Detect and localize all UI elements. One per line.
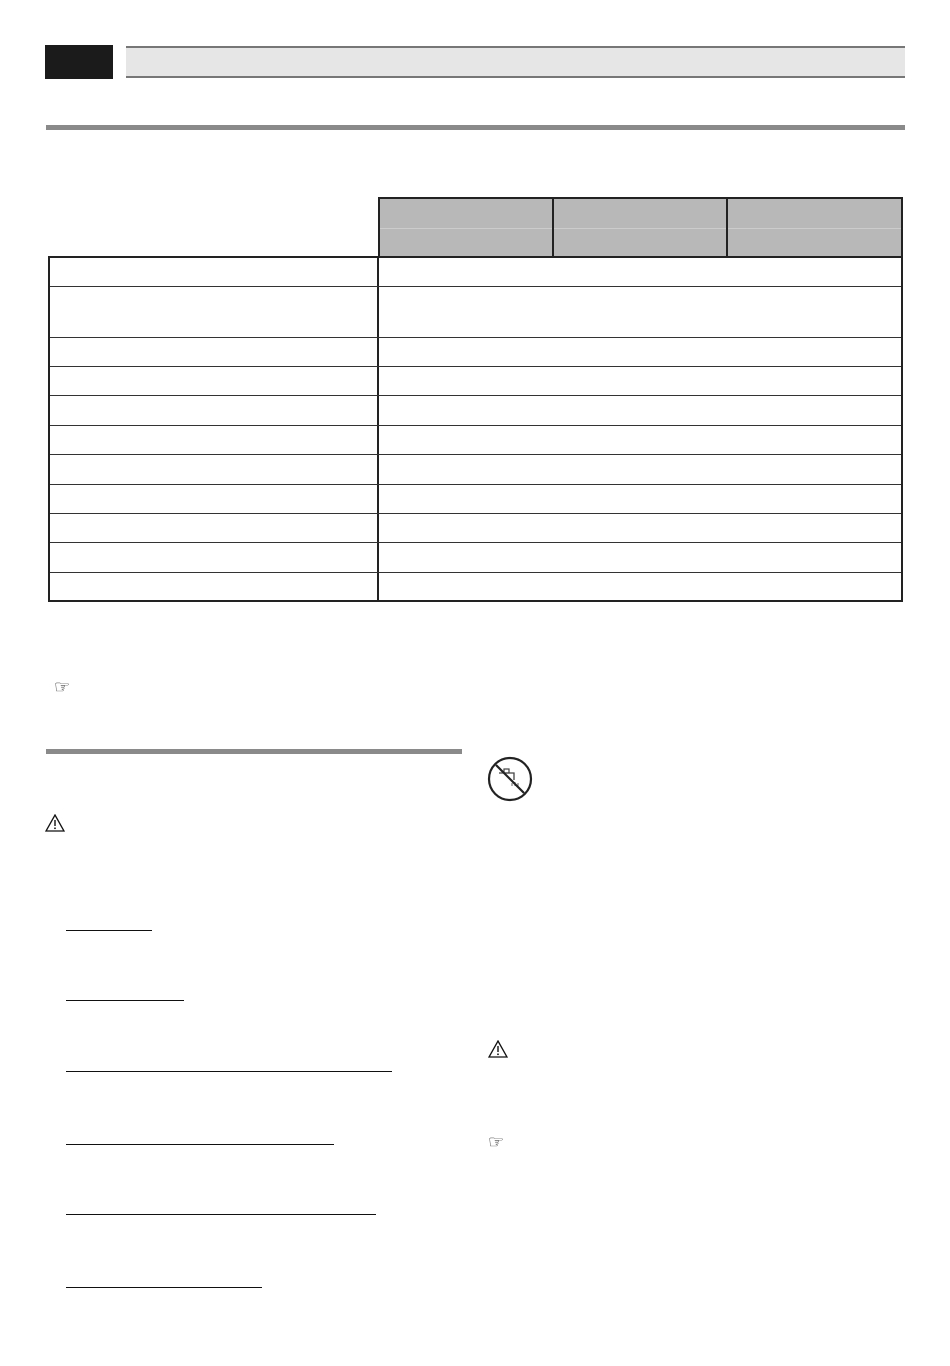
spec-table-column-divider xyxy=(377,256,379,602)
warning-triangle-icon xyxy=(488,1040,508,1058)
list-item-underline xyxy=(66,1000,184,1001)
table-header-col-2 xyxy=(552,197,728,256)
index-pointing-hand-icon: ☞ xyxy=(488,1132,505,1152)
section-divider xyxy=(46,125,905,130)
table-row xyxy=(50,337,901,338)
language-tab xyxy=(45,45,113,79)
list-item-underline xyxy=(66,1071,392,1072)
table-row xyxy=(50,286,901,287)
list-item-underline xyxy=(66,1214,376,1215)
header-divider xyxy=(380,228,552,229)
table-row xyxy=(50,542,901,543)
table-row xyxy=(50,572,901,573)
column-section-divider xyxy=(46,749,462,754)
index-pointing-hand-icon: ☞ xyxy=(54,677,71,697)
table-row xyxy=(50,425,901,426)
table-header-col-1 xyxy=(378,197,554,256)
table-row xyxy=(50,366,901,367)
spec-table xyxy=(48,256,903,602)
page-header-bar xyxy=(126,46,905,78)
warning-triangle-icon xyxy=(45,814,65,832)
table-row xyxy=(50,395,901,396)
header-divider xyxy=(554,228,726,229)
list-item-underline xyxy=(66,1287,262,1288)
no-tap-water-icon xyxy=(487,756,533,802)
table-row xyxy=(50,484,901,485)
list-item-underline xyxy=(66,930,152,931)
table-row xyxy=(50,454,901,455)
table-row xyxy=(50,513,901,514)
table-header-col-3 xyxy=(726,197,903,256)
header-divider xyxy=(728,228,901,229)
list-item-underline xyxy=(66,1144,334,1145)
